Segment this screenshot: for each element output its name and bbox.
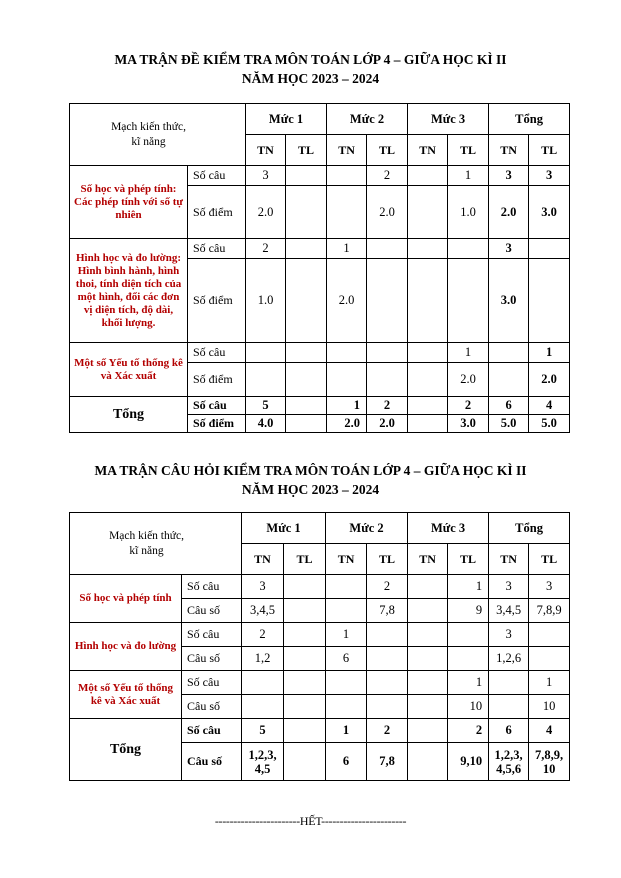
cell (284, 671, 326, 695)
sub-header: TL (529, 544, 570, 575)
end-marker: -----------------------HẾT----------------------- (214, 814, 407, 828)
total-header: Tổng (489, 513, 570, 544)
total-label: Tổng (70, 397, 188, 433)
sub-header: TN (246, 135, 286, 166)
topic-arithmetic: Số học và phép tính (70, 575, 182, 623)
sub-header: TN (489, 135, 529, 166)
sub-header: TL (284, 544, 326, 575)
row-type-label: Số điểm (188, 363, 246, 397)
cell: 2.0 (327, 259, 367, 343)
question-matrix-table (69, 512, 570, 781)
table2-title-line1: MA TRẬN CÂU HỎI KIỂM TRA MÔN TOÁN LỚP 4 – GIỮA HỌC KÌ II (94, 463, 527, 478)
cell (367, 363, 408, 397)
cell: 10 (448, 695, 489, 719)
cell (367, 647, 408, 671)
cell (242, 695, 284, 719)
cell: 3 (489, 623, 529, 647)
cell: 1,2,6 (489, 647, 529, 671)
cell (408, 363, 448, 397)
cell: 2.0 (529, 363, 570, 397)
cell (284, 647, 326, 671)
cell (284, 599, 326, 623)
row-type-label: Câu số (182, 743, 242, 781)
cell: 3,4,5 (242, 599, 284, 623)
cell (408, 239, 448, 259)
cell: 1 (327, 397, 367, 415)
sub-header: TL (529, 135, 570, 166)
cell: 1,2,3, 4,5,6 (489, 743, 529, 781)
cell (367, 343, 408, 363)
cell (246, 343, 286, 363)
cell: 1.0 (448, 186, 489, 239)
cell: 1 (448, 343, 489, 363)
cell (284, 575, 326, 599)
topic-statistics: Một số Yếu tố thống kê và Xác xuất (70, 671, 182, 719)
cell (408, 623, 448, 647)
cell: 3.0 (489, 259, 529, 343)
cell (408, 259, 448, 343)
cell: 1 (529, 671, 570, 695)
row-type-label: Câu số (182, 599, 242, 623)
row-type-label: Số điểm (188, 186, 246, 239)
cell: 7,8 (367, 743, 408, 781)
cell (408, 415, 448, 433)
cell (529, 259, 570, 343)
cell: 6 (489, 719, 529, 743)
row-type-label: Số câu (188, 397, 246, 415)
sub-header: TN (327, 135, 367, 166)
row-type-label: Số điểm (188, 259, 246, 343)
cell (529, 239, 570, 259)
cell: 2 (367, 166, 408, 186)
cell (284, 719, 326, 743)
cell: 3.0 (529, 186, 570, 239)
cell (489, 671, 529, 695)
cell: 1 (327, 239, 367, 259)
sub-header: TN (326, 544, 367, 575)
row-type-label: Số câu (188, 239, 246, 259)
total-header: Tổng (489, 104, 570, 135)
cell (286, 415, 327, 433)
cell (408, 166, 448, 186)
sub-header: TL (448, 135, 489, 166)
cell: 3 (489, 239, 529, 259)
table1-title-line1: MA TRẬN ĐỀ KIỂM TRA MÔN TOÁN LỚP 4 – GIỮA HỌC KÌ II (114, 52, 507, 67)
cell (286, 186, 327, 239)
sub-header: TL (448, 544, 489, 575)
cell: 3.0 (448, 415, 489, 433)
cell: 2.0 (489, 186, 529, 239)
cell (408, 343, 448, 363)
cell (529, 623, 570, 647)
level2-header: Mức 2 (327, 104, 408, 135)
cell (327, 363, 367, 397)
sub-header: TN (242, 544, 284, 575)
domain-header: Mạch kiến thức, kĩ năng (70, 104, 246, 166)
cell (286, 166, 327, 186)
cell: 5 (242, 719, 284, 743)
row-type-label: Số câu (188, 343, 246, 363)
level3-header: Mức 3 (408, 513, 489, 544)
cell (326, 575, 367, 599)
cell: 6 (326, 647, 367, 671)
cell (489, 695, 529, 719)
cell (367, 623, 408, 647)
cell: 1 (326, 623, 367, 647)
cell (327, 166, 367, 186)
cell (448, 259, 489, 343)
cell (326, 695, 367, 719)
cell: 2 (448, 397, 489, 415)
cell (448, 647, 489, 671)
cell (286, 363, 327, 397)
cell: 3 (489, 575, 529, 599)
cell: 2 (367, 397, 408, 415)
table2-title-line2: NĂM HỌC 2023 – 2024 (241, 482, 380, 497)
cell (408, 671, 448, 695)
cell: 2.0 (367, 186, 408, 239)
cell: 10 (529, 695, 570, 719)
cell: 9 (448, 599, 489, 623)
cell (284, 623, 326, 647)
sub-header: TN (489, 544, 529, 575)
cell (408, 695, 448, 719)
cell (408, 743, 448, 781)
cell (367, 671, 408, 695)
cell: 3 (489, 166, 529, 186)
cell (408, 397, 448, 415)
level1-header: Mức 1 (246, 104, 327, 135)
cell: 1 (448, 166, 489, 186)
cell (367, 695, 408, 719)
cell (448, 239, 489, 259)
cell: 1 (448, 575, 489, 599)
cell (242, 671, 284, 695)
cell: 2.0 (246, 186, 286, 239)
cell: 1 (326, 719, 367, 743)
cell: 1.0 (246, 259, 286, 343)
total-label: Tổng (70, 719, 182, 781)
cell (284, 695, 326, 719)
cell (367, 239, 408, 259)
cell: 1 (529, 343, 570, 363)
sub-header: TL (367, 544, 408, 575)
topic-statistics: Một số Yếu tố thống kê và Xác xuất (70, 343, 188, 397)
cell: 2 (367, 719, 408, 743)
row-type-label: Số câu (182, 623, 242, 647)
knowledge-matrix-table (69, 103, 570, 433)
cell: 3,4,5 (489, 599, 529, 623)
cell: 1 (448, 671, 489, 695)
table1-title-line2: NĂM HỌC 2023 – 2024 (241, 71, 380, 86)
level1-header: Mức 1 (242, 513, 326, 544)
cell: 4.0 (246, 415, 286, 433)
row-type-label: Số câu (182, 671, 242, 695)
cell (284, 743, 326, 781)
cell: 7,8,9 (529, 599, 570, 623)
cell: 2 (242, 623, 284, 647)
cell (286, 239, 327, 259)
cell: 2.0 (367, 415, 408, 433)
topic-geometry: Hình học và đo lường: Hình bình hành, hình thoi, tính diện tích của một hình, đổi các đơn vị diện tích, độ dài, khối lượng. (70, 239, 188, 343)
cell (286, 343, 327, 363)
level2-header: Mức 2 (326, 513, 408, 544)
cell (529, 647, 570, 671)
cell: 3 (242, 575, 284, 599)
sub-header: TN (408, 544, 448, 575)
cell: 3 (246, 166, 286, 186)
cell: 6 (489, 397, 529, 415)
cell (326, 599, 367, 623)
cell (448, 623, 489, 647)
domain-header: Mạch kiến thức, kĩ năng (70, 513, 242, 575)
topic-arithmetic: Số học và phép tính: Các phép tính với số tự nhiên (70, 166, 188, 239)
cell: 7,8,9, 10 (529, 743, 570, 781)
sub-header: TL (367, 135, 408, 166)
cell (327, 186, 367, 239)
cell: 1,2,3, 4,5 (242, 743, 284, 781)
level3-header: Mức 3 (408, 104, 489, 135)
cell: 7,8 (367, 599, 408, 623)
cell: 3 (529, 166, 570, 186)
row-type-label: Câu số (182, 647, 242, 671)
cell: 5.0 (529, 415, 570, 433)
row-type-label: Số câu (188, 166, 246, 186)
cell: 2 (246, 239, 286, 259)
cell (408, 719, 448, 743)
cell (408, 575, 448, 599)
cell: 5 (246, 397, 286, 415)
cell (408, 599, 448, 623)
cell: 2 (367, 575, 408, 599)
cell (489, 363, 529, 397)
cell: 1,2 (242, 647, 284, 671)
cell (326, 671, 367, 695)
cell (286, 259, 327, 343)
cell: 2.0 (448, 363, 489, 397)
cell (408, 186, 448, 239)
cell: 2 (448, 719, 489, 743)
cell: 4 (529, 719, 570, 743)
cell (367, 259, 408, 343)
row-type-label: Số điểm (188, 415, 246, 433)
row-type-label: Câu số (182, 695, 242, 719)
row-type-label: Số câu (182, 575, 242, 599)
cell (408, 647, 448, 671)
cell (327, 343, 367, 363)
topic-geometry: Hình học và đo lường (70, 623, 182, 671)
cell: 9,10 (448, 743, 489, 781)
cell: 4 (529, 397, 570, 415)
cell: 5.0 (489, 415, 529, 433)
cell (246, 363, 286, 397)
cell (489, 343, 529, 363)
sub-header: TN (408, 135, 448, 166)
cell: 2.0 (327, 415, 367, 433)
cell (286, 397, 327, 415)
cell: 3 (529, 575, 570, 599)
cell: 6 (326, 743, 367, 781)
sub-header: TL (286, 135, 327, 166)
row-type-label: Số câu (182, 719, 242, 743)
